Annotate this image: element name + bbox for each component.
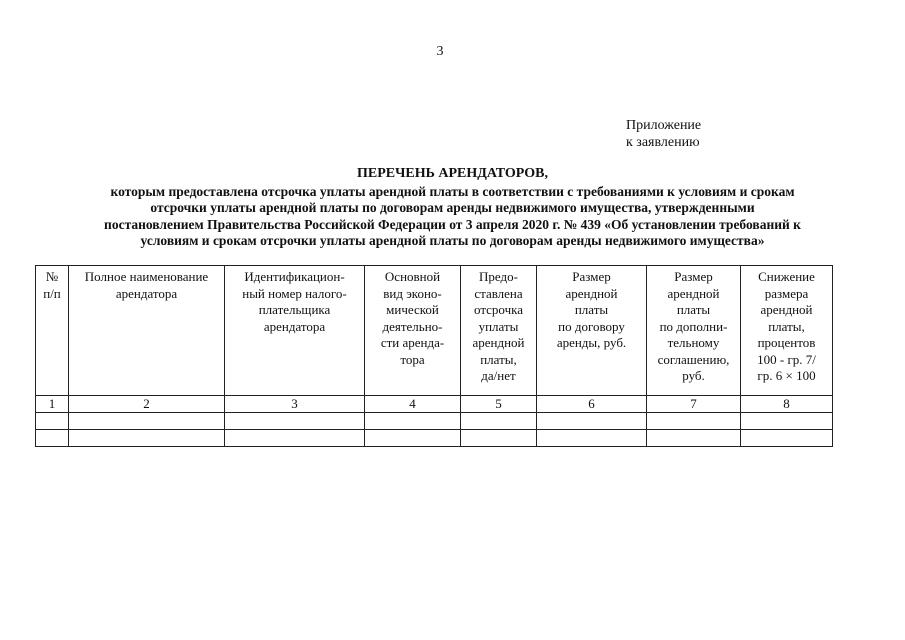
page-number: 3: [436, 44, 444, 59]
header-cell-lessee-name: Полное наименование арендатора: [69, 266, 225, 396]
title-heading: ПЕРЕЧЕНЬ АРЕНДАТОРОВ,: [356, 166, 549, 181]
document-title: [30, 166, 875, 250]
appendix-note: [626, 117, 701, 151]
title-line: условиям и срокам отсрочки уплаты арендной платы по договорам аренды недвижимого имущества»: [140, 233, 765, 248]
empty-cell: [537, 430, 647, 447]
header-cell-rent-supplement: Размер арендной платы по дополни- тельному соглашению, руб.: [647, 266, 741, 396]
column-number: 5: [461, 396, 537, 413]
header-cell-rent-reduction: Снижение размера арендной платы, процентов 100 - гр. 7/ гр. 6 × 100: [741, 266, 833, 396]
empty-cell: [225, 430, 365, 447]
empty-cell: [36, 430, 69, 447]
empty-cell: [36, 413, 69, 430]
empty-cell: [647, 430, 741, 447]
column-number: 1: [36, 396, 69, 413]
empty-cell: [537, 413, 647, 430]
header-cell-rent-contract: Размер арендной платы по договору аренды, руб.: [537, 266, 647, 396]
header-cell-activity: Основной вид эконо- мической деятельно- сти аренда- тора: [365, 266, 461, 396]
table-header-row: [36, 266, 833, 396]
empty-cell: [365, 430, 461, 447]
title-line: которым предоставлена отсрочка уплаты арендной платы в соответствии с требованиями к условиям и срокам: [110, 183, 795, 199]
empty-cell: [741, 430, 833, 447]
column-number: 6: [537, 396, 647, 413]
empty-cell: [225, 413, 365, 430]
column-number: 4: [365, 396, 461, 413]
title-line: постановлением Правительства Российской Федерации от 3 апреля 2020 г. № 439 «Об установлении требований к: [104, 216, 801, 232]
header-cell-taxpayer-id: Идентификацион- ный номер налого- плательщика арендатора: [225, 266, 365, 396]
empty-cell: [69, 430, 225, 447]
column-number-row: [36, 396, 833, 413]
column-number: 3: [225, 396, 365, 413]
empty-cell: [461, 430, 537, 447]
empty-cell: [69, 413, 225, 430]
empty-table-row: [36, 430, 833, 447]
empty-table-row: [36, 413, 833, 430]
empty-cell: [461, 413, 537, 430]
column-number: 2: [69, 396, 225, 413]
title-line: отсрочки уплаты арендной платы по договорам аренды недвижимого имущества, утвержденными: [150, 200, 755, 215]
column-number: 8: [741, 396, 833, 413]
column-number: 7: [647, 396, 741, 413]
empty-cell: [365, 413, 461, 430]
empty-cell: [741, 413, 833, 430]
appendix-line: Приложение: [626, 118, 702, 133]
header-cell-number: № п/п: [36, 266, 69, 396]
appendix-line: к заявлению: [626, 135, 700, 150]
header-cell-deferral-granted: Предо- ставлена отсрочка уплаты арендной платы, да/нет: [461, 266, 537, 396]
empty-cell: [647, 413, 741, 430]
lessees-table: [35, 265, 833, 447]
